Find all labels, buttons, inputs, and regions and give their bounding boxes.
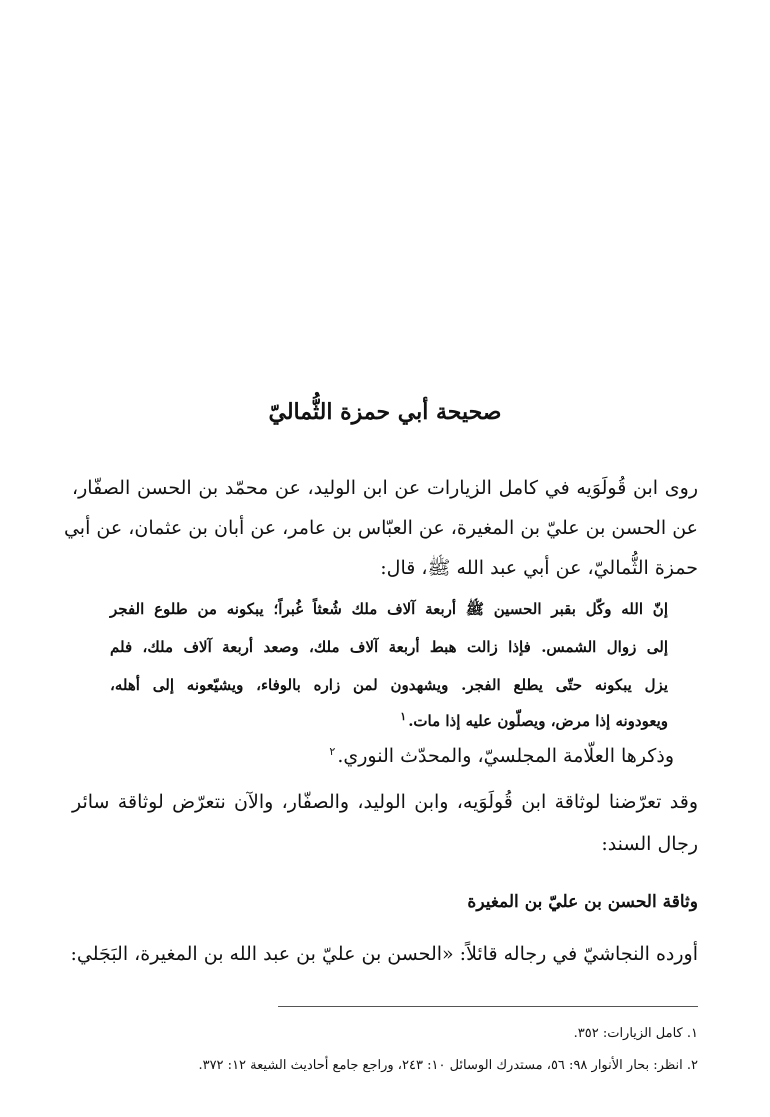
footnote-divider [278, 1006, 698, 1007]
paragraph-line: أورده النجاشيّ في رجاله قائلاً: «الحسن بن عليّ بن عبد الله بن المغيرة، البَجَلي: [70, 943, 698, 965]
quote-line [398, 704, 668, 738]
footnote: ١. كامل الزيارات: ٣٥٢. [573, 1026, 698, 1041]
paragraph-line: روى ابن قُولَوَيه في كامل الزيارات عن ابن الوليد، عن محمّد بن الحسن الصفّار، [72, 477, 698, 499]
paragraph-line [327, 738, 674, 774]
quote-text: ويعودونه إذا مرض، ويصلّون عليه إذا مات. [408, 712, 668, 730]
footnote-ref: ٢ [329, 744, 336, 758]
footnote: ٢. انظر: بحار الأنوار ٩٨: ٥٦، مستدرك الوسائل ١٠: ٢٤٣، وراجع جامع أحاديث الشيعة ١٢: ٣٧٢. [198, 1058, 698, 1073]
footnote-ref: ١ [400, 710, 407, 723]
quote-line: يزل يبكونه حتّى يطلع الفجر. ويشهدون لمن زاره بالوفاء، ويشيّعونه إلى أهله، [110, 676, 668, 694]
paragraph-text: وذكرها العلّامة المجلسيّ، والمحدّث النوري. [337, 745, 674, 767]
paragraph-line: عن الحسن بن عليّ بن المغيرة، عن العبّاس بن عامر، عن أبان بن عثمان، عن أبي [63, 517, 698, 539]
paragraph-line: رجال السند: [601, 833, 698, 855]
quote-line: إلى زوال الشمس. فإذا زالت هبط أربعة آلاف ملك، وصعد أربعة آلاف ملك، فلم [110, 638, 668, 656]
paragraph-line: وقد تعرّضنا لوثاقة ابن قُولَوَيه، وابن الوليد، والصفّار، والآن نتعرّض لوثاقة سائر [72, 791, 698, 813]
section-subheading: وثاقة الحسن بن عليّ بن المغيرة [467, 892, 698, 912]
quote-line: إنّ الله وكّل بقبر الحسين ﷺ أربعة آلاف ملك شُعثاً غُبراً؛ يبكونه من طلوع الفجر [110, 600, 668, 618]
page-title: صحيحة أبي حمزة الثُّماليّ [268, 399, 502, 425]
paragraph-line: حمزة الثُّماليّ، عن أبي عبد الله ﷺ، قال: [380, 557, 698, 579]
